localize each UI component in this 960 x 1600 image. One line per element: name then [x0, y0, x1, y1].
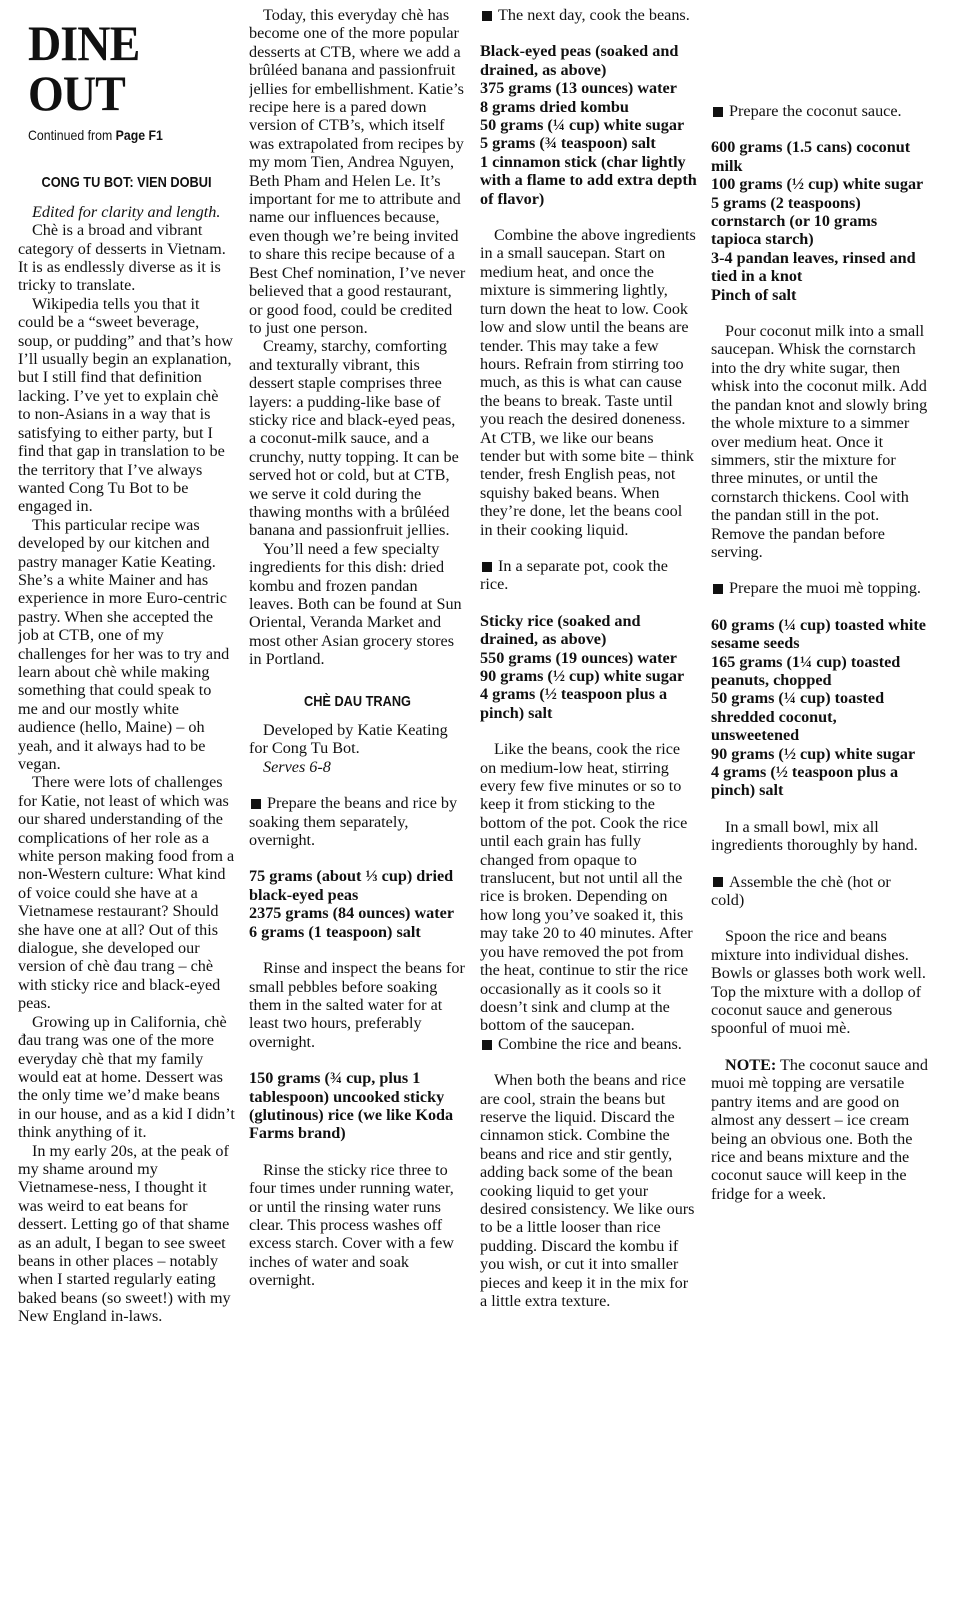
article-paragraph: Chè is a broad and vibrant category of desserts in Vietnam. It is as endlessly diverse as it is tricky to translate.: [18, 221, 226, 295]
column-3: [480, 6, 697, 1596]
ingredient: Pinch of salt: [711, 285, 797, 304]
article-paragraph: There were lots of challenges for Katie, not least of which was our shared understanding of the complications of her role as a white person making food from a non-Western culture: What kind of voice could she have at a Vietnamese restaurant? Should she have one at all? Out of this dialogue, she developed our version of chè đau trang – chè with sticky rice and black-eyed peas.: [18, 773, 235, 1013]
ingredient: Sticky rice (soaked and drained, as above): [480, 611, 641, 649]
recipe-text: Combine the above ingredients in a small saucepan. Start on medium heat, and once the mixture is simmering lightly, turn down the heat to low. Cook low and slow until the beans are tender. This may take a few hours. Refrain from stirring too much, as this is what can cause the beans to break. Taste until you reach the desired doneness. At CTB, we like our beans tender but with some bite – think tender, fresh English peas, not squishy baked beans. When they’re done, let the beans cool in their cooking liquid.: [480, 226, 696, 539]
ingredient: 3-4 pandan leaves, rinsed and tied in a knot: [711, 248, 916, 286]
note-label: NOTE:: [725, 1055, 777, 1074]
square-bullet-icon: [482, 562, 492, 572]
square-bullet-icon: [251, 799, 261, 809]
article-paragraph: You’ll need a few specialty ingredients for this dish: dried kombu and frozen pandan leaves. Both can be found at Sun Oriental, Veranda Market and most other Asian grocery stores in Portland.: [249, 539, 462, 669]
recipe-text: When both the beans and rice are cool, strain the beans but reserve the liquid. Discard the cinnamon stick. Combine the beans and rice and stir gently, adding back some of the bean cooking liquid to get your desired consistency. We like ours to be a little looser than rice pudding. Discard the kombu if you wish, or cut it into smaller pieces and keep it in the mix for a little extra texture.: [480, 1071, 695, 1310]
ingredient: 6 grams (1 teaspoon) salt: [249, 922, 421, 941]
ingredient: 60 grams (¼ cup) toasted white sesame seeds: [711, 615, 926, 653]
ingredient: 165 grams (1¼ cup) toasted peanuts, chopped: [711, 652, 901, 689]
recipe-step: Assemble the chè (hot or cold): [711, 872, 891, 910]
recipe-step: Prepare the beans and rice by soaking them separately, overnight.: [249, 794, 458, 850]
recipe-text: Pour coconut milk into a small saucepan. Whisk the cornstarch into the dry white sugar, then whisk into the coconut milk. Add the pandan knot and slowly bring the whole mixture to a simmer over medium heat. Once it simmers, stir the mixture for three minutes, or until the cornstarch thickens. Cool with the pandan still in the pot. Remove the pandan before serving.: [711, 322, 928, 561]
ingredient: 90 grams (½ cup) white sugar: [711, 744, 916, 763]
square-bullet-icon: [482, 11, 492, 21]
ingredient: 4 grams (½ teaspoon plus a pinch) salt: [480, 685, 668, 722]
ingredient: 5 grams (2 teaspoons) cornstarch (or 10 grams tapioca starch): [711, 193, 878, 249]
column-4: [711, 6, 928, 1596]
article-paragraph: This particular recipe was developed by our kitchen and pastry manager Katie Keating. She’s a white Mainer and has experience in more Euro-centric pastry. When she accepted the job at CTB, one of my challenges for her was to try and learn about chè while making something that could speak to me and our mostly white audience (hello, Maine) – oh yeah, and it always had to be vegan.: [18, 515, 230, 773]
continued-line: Continued from Page F1: [28, 127, 163, 143]
ingredient: 50 grams (¼ cup) toasted shredded coconut, unsweetened: [711, 689, 885, 745]
ingredient: 2375 grams (84 ounces) water: [249, 904, 454, 923]
column-2: [249, 6, 466, 1596]
recipe-text: Rinse and inspect the beans for small pebbles before soaking them in the salted water for at least two hours, preferably overnight.: [249, 959, 465, 1051]
ingredient: 600 grams (1.5 cans) coconut milk: [711, 138, 911, 175]
column-1: [18, 6, 235, 1596]
section-title: DINE OUT: [28, 15, 140, 121]
article-paragraph: In my early 20s, at the peak of my shame around my Vietnamese-ness, I thought it was weird to eat beans for dessert. Letting go of that shame as an adult, I began to see sweet beans in other places – notably when I started regularly eating baked beans (so sweet!) with my New England in-laws.: [18, 1141, 231, 1326]
ingredient: 550 grams (19 ounces) water: [480, 648, 677, 667]
ingredient: 8 grams dried kombu: [480, 97, 629, 116]
ingredient: 375 grams (13 ounces) water: [480, 79, 677, 98]
recipe-note: NOTE: The coconut sauce and muoi mè topping are versatile pantry items and are good on almost any dessert – ice cream being an obvious one. Both the rice and beans mixture and the coconut sauce will keep in the fridge for a week.: [711, 1055, 928, 1203]
recipe-step: Prepare the coconut sauce.: [711, 102, 928, 120]
recipe-serves: Serves 6-8: [263, 757, 331, 776]
recipe-text: Rinse the sticky rice three to four times under running water, or until the rinsing water runs clear. This process washes off excess starch. Cover with a few inches of water and soak overnight.: [249, 1160, 454, 1290]
ingredient: 5 grams (¾ teaspoon) salt: [480, 134, 656, 153]
article-paragraph: Growing up in California, chè đau trang was one of the more everyday chè that my family would eat at home. Dessert was the only time we’d make beans in our house, and as a kid I didn’t think anything of it.: [18, 1012, 235, 1142]
recipe-text: Like the beans, cook the rice on medium-low heat, stirring every few five minutes or so to keep it from sticking to the bottom of the pot. Cook the rice until each grain has fully changed from opaque to translucent, but not until all the rice is broken. Depending on how long you’ve soaked it, this may take 20 to 40 minutes. After you have removed the pot from the heat, continue to stir the rice occasionally as it cools so it doesn’t sink and clump at the bottom of the saucepan.: [480, 740, 693, 1035]
ingredient: 150 grams (¾ cup, plus 1 tablespoon) uncooked sticky (glutinous) rice (we like Koda Farms brand): [249, 1069, 454, 1143]
ingredient: 90 grams (½ cup) white sugar: [480, 667, 685, 685]
ingredient: 100 grams (½ cup) white sugar: [711, 175, 924, 194]
article-paragraph: Creamy, starchy, comforting and texturally vibrant, this dessert staple comprises three layers: a pudding-like base of sticky rice and black-eyed peas, a coconut-milk sauce, and a crunchy, nutty topping. It can be served hot or cold, but at CTB, we serve it cold during the thawing months with a brûléed banana and passionfruit jellies.: [249, 337, 459, 540]
recipe-step: The next day, cook the beans.: [480, 6, 697, 24]
recipe-text: Spoon the rice and beans mixture into individual dishes. Bowls or glasses both work well. Top the mixture with a dollop of coconut sauce and generous spoonful of muoi mè.: [711, 927, 926, 1038]
ingredient: 4 grams (½ teaspoon plus a pinch) salt: [711, 763, 899, 800]
ingredient: 75 grams (about ⅓ cup) dried black-eyed peas: [249, 867, 454, 904]
article-paragraph: Today, this everyday chè has become one of the more popular desserts at CTB, where we add a brûléed banana and passionfruit jellies for embellishment. Katie’s recipe here is a pared down version of CTB’s, which itself was extrapolated from recipes by my mom Tien, Andrea Nguyen, Beth Pham and Helen Le. It’s important for me to attribute and name our influences because, even though we’re being invited to share this recipe because of a Best Chef nomination, I’ve never believed that a good restaurant, or good food, could be credited to just one person.: [249, 6, 466, 337]
ingredient: 50 grams (¼ cup) white sugar: [480, 116, 685, 135]
recipe-credit: Developed by Katie Keating for Cong Tu Bot.: [249, 721, 448, 758]
recipe-title: CHÈ DAU TRANG: [304, 692, 411, 710]
square-bullet-icon: [482, 1040, 492, 1050]
recipe-step: In a separate pot, cook the rice.: [480, 556, 668, 594]
square-bullet-icon: [713, 107, 723, 117]
edited-note: Edited for clarity and length.: [32, 202, 221, 221]
square-bullet-icon: [713, 877, 723, 887]
article-paragraph: Wikipedia tells you that it could be a “sweet beverage, soup, or pudding” and that’s how I’ll usually begin an explanation, but I still find that definition lacking. I’ve yet to explain chè to non-Asians in a way that is satisfying to either party, but I find that gap in translation to be the territory that I’ve always wanted Cong Tu Bot to be engaged in.: [18, 294, 233, 516]
byline: CONG TU BOT: VIEN DOBUI: [41, 174, 212, 192]
recipe-step: Combine the rice and beans.: [480, 1035, 697, 1053]
square-bullet-icon: [713, 584, 723, 594]
recipe-step: Prepare the muoi mè topping.: [711, 579, 928, 597]
ingredient: Black-eyed peas (soaked and drained, as above): [480, 42, 679, 79]
ingredient: 1 cinnamon stick (char lightly with a flame to add extra depth of flavor): [480, 152, 697, 208]
recipe-text: In a small bowl, mix all ingredients thoroughly by hand.: [711, 817, 918, 855]
continued-page: Page F1: [115, 127, 163, 143]
